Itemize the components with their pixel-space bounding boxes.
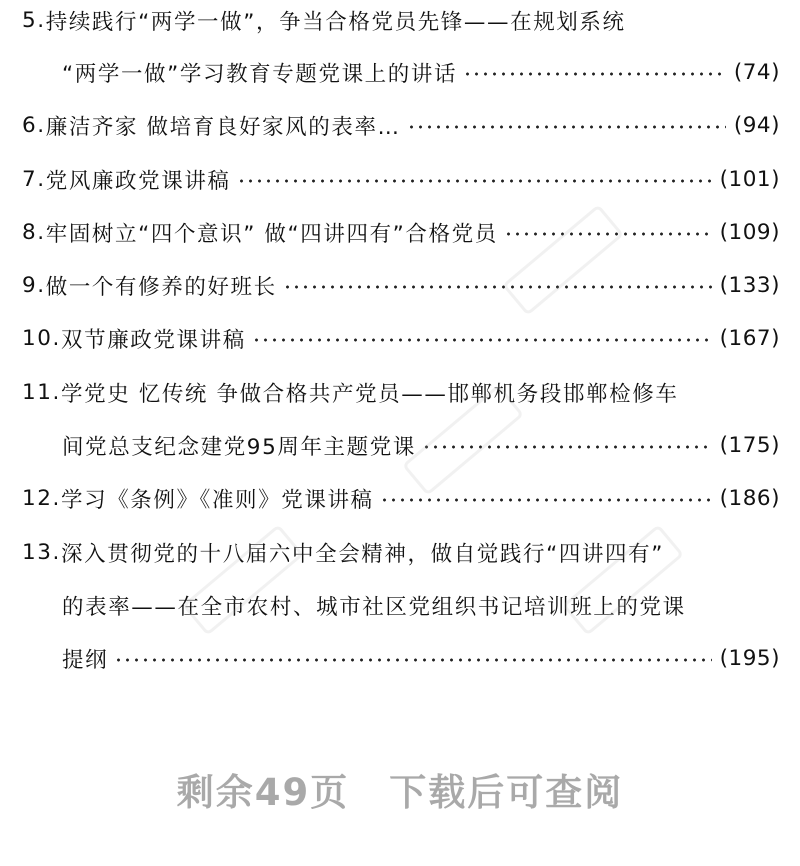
download-to-view-text: 下载后可查阅 xyxy=(389,771,624,814)
toc-entry-8[interactable] xyxy=(22,212,780,252)
toc-entry-number: 8. xyxy=(22,219,46,245)
toc-entry-title: 学党史 忆传统 争做合格共产党员——邯郸机务段邯郸检修车 xyxy=(61,381,679,407)
dot-leader xyxy=(463,72,726,76)
toc-entry-6[interactable] xyxy=(22,105,780,145)
toc-entry-11-line-2[interactable] xyxy=(62,425,780,465)
toc-entry-number: 13. xyxy=(22,539,61,565)
toc-entry-title: 深入贯彻党的十八届六中全会精神，做自觉践行“四讲四有” xyxy=(61,541,664,567)
toc-entry-title: 的表率——在全市农村、城市社区党组织书记培训班上的党课 xyxy=(62,594,686,620)
toc-entry-title: 间党总支纪念建党95周年主题党课 xyxy=(62,434,416,460)
toc-entry-page: (94) xyxy=(733,112,780,138)
toc-entry-5-line-2[interactable] xyxy=(62,52,780,92)
toc-entry-title: 持续践行“两学一做”，争当合格党员先锋——在规划系统 xyxy=(45,9,626,35)
toc-entry-13-line-2[interactable] xyxy=(62,585,780,625)
toc-entry-page: (74) xyxy=(733,59,780,85)
toc-entry-title: “两学一做”学习教育专题党课上的讲话 xyxy=(62,61,458,87)
toc-entry-page: (195) xyxy=(719,645,780,671)
toc-entry-7[interactable] xyxy=(22,159,780,199)
download-notice xyxy=(0,762,800,818)
toc-entry-9[interactable] xyxy=(22,265,780,305)
toc-entry-number: 7. xyxy=(22,166,46,192)
toc-entry-number: 10. xyxy=(22,325,61,351)
toc-entry-page: (133) xyxy=(719,272,780,298)
dot-leader xyxy=(283,285,712,289)
toc-entry-title: 牢固树立“四个意识” 做“四讲四有”合格党员 xyxy=(45,221,498,247)
toc-entry-number: 12. xyxy=(22,485,61,511)
toc-entry-number: 6. xyxy=(22,112,46,138)
toc-entry-10[interactable] xyxy=(22,318,780,358)
toc-entry-page: (186) xyxy=(719,485,780,511)
toc-entry-title: 双节廉政党课讲稿 xyxy=(61,327,246,353)
toc-entry-page: (101) xyxy=(719,166,780,192)
toc-entry-number: 9. xyxy=(22,272,46,298)
toc-entry-number: 11. xyxy=(22,379,61,405)
toc-entry-11-line-1[interactable] xyxy=(22,372,780,412)
dot-leader xyxy=(237,179,712,183)
toc-entry-5-line-1[interactable] xyxy=(22,0,780,40)
toc-entry-title: 做一个有修养的好班长 xyxy=(45,274,277,300)
toc-entry-13-line-3[interactable] xyxy=(62,638,780,678)
toc-entry-page: (175) xyxy=(719,432,780,458)
dot-leader xyxy=(422,445,712,449)
toc-entry-page: (109) xyxy=(719,219,780,245)
remaining-pages-text: 剩余49页 xyxy=(176,771,350,814)
toc-entry-number: 5. xyxy=(22,7,46,33)
dot-leader xyxy=(114,658,711,662)
toc-entry-13-line-1[interactable] xyxy=(22,532,780,572)
toc-entry-title: 党风廉政党课讲稿 xyxy=(45,168,231,194)
toc-entry-page: (167) xyxy=(719,325,780,351)
dot-leader xyxy=(252,338,712,342)
toc-entry-title: 提纲 xyxy=(62,647,109,673)
dot-leader xyxy=(407,125,726,129)
dot-leader xyxy=(504,232,712,236)
toc-entry-title: 廉洁齐家 做培育良好家风的表率… xyxy=(45,114,401,140)
dot-leader xyxy=(380,498,712,502)
toc-entry-title: 学习《条例》《准则》党课讲稿 xyxy=(61,487,374,513)
toc-entry-12[interactable] xyxy=(22,478,780,518)
